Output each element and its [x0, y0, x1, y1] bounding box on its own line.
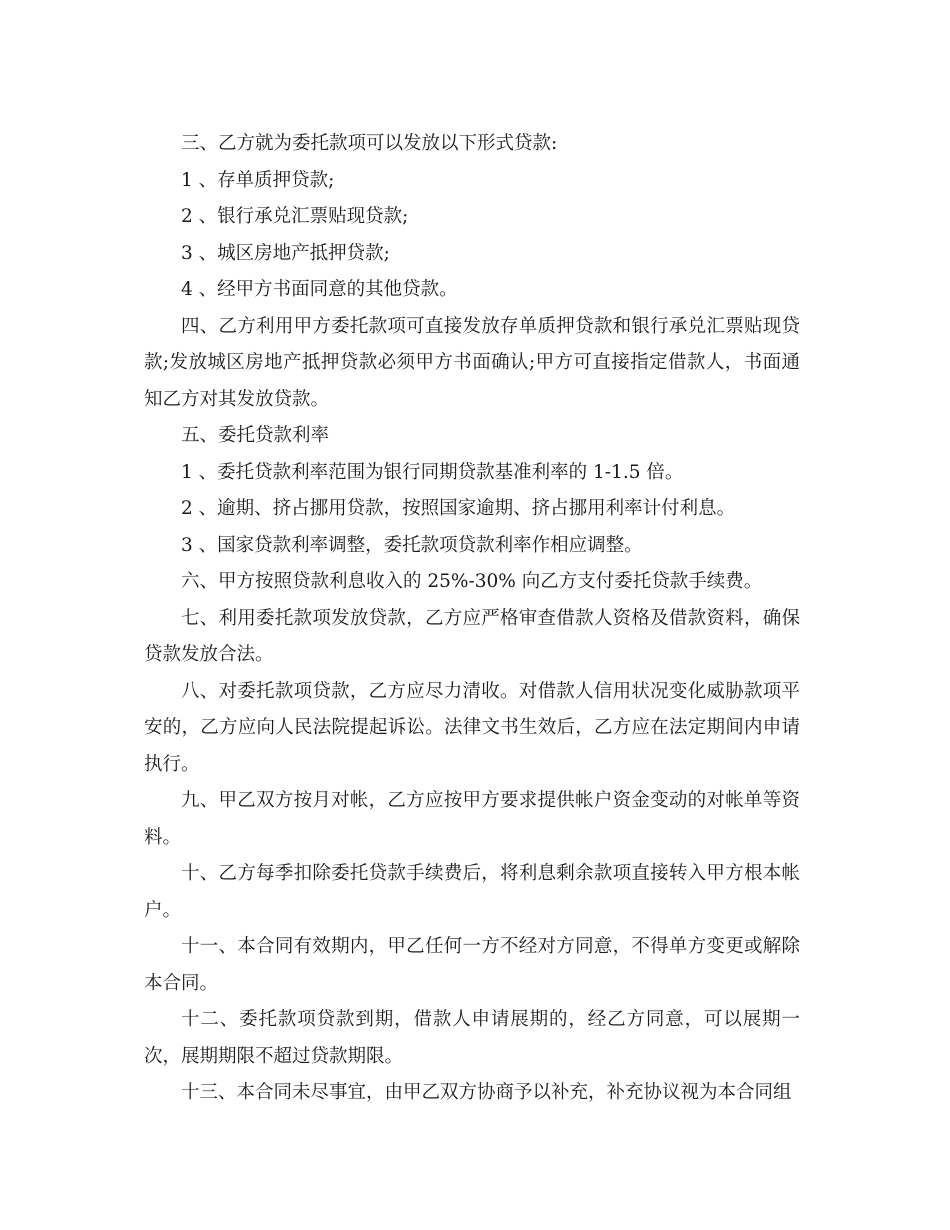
paragraph-clause-13: 十三、本合同未尽事宜，由甲乙双方协商予以补充，补充协议视为本合同组	[181, 1082, 792, 1103]
paragraph-clause-8: 八、对委托款项贷款，乙方应尽力清收。对借款人信用状况变化威胁款项平安的，乙方应向人民法院提起诉讼。法律文书生效后，乙方应在法定期间内申请执行。	[144, 680, 800, 775]
paragraph-clause-10: 十、乙方每季扣除委托贷款手续费后，将利息剩余款项直接转入甲方根本帐户。	[144, 863, 800, 921]
paragraph-clause-3: 三、乙方就为委托款项可以发放以下形式贷款:	[181, 133, 558, 154]
paragraph-clause-12: 十二、委托款项贷款到期，借款人申请展期的，经乙方同意，可以展期一次，展期期限不超过贷款期限。	[144, 1009, 800, 1067]
paragraph-clause-4: 四、乙方利用甲方委托款项可直接发放存单质押贷款和银行承兑汇票贴现贷款;发放城区房地产抵押贷款必须甲方书面确认;甲方可直接指定借款人，书面通知乙方对其发放贷款。	[144, 315, 800, 410]
paragraph-clause-5-item-2: 2 、逾期、挤占挪用贷款，按照国家逾期、挤占挪用利率计付利息。	[181, 498, 736, 519]
paragraph-clause-9: 九、甲乙双方按月对帐，乙方应按甲方要求提供帐户资金变动的对帐单等资料。	[144, 790, 800, 848]
paragraph-clause-3-item-4: 4 、经甲方书面同意的其他贷款。	[181, 279, 458, 300]
paragraph-clause-6: 六、甲方按照贷款利息收入的 25%-30% 向乙方支付委托贷款手续费。	[181, 571, 763, 592]
paragraph-clause-5: 五、委托贷款利率	[181, 425, 330, 446]
paragraph-clause-3-item-3: 3 、城区房地产抵押贷款;	[181, 242, 390, 264]
paragraph-clause-3-item-1: 1 、存单质押贷款;	[181, 169, 335, 191]
paragraph-clause-5-item-3: 3 、国家贷款利率调整，委托款项贷款利率作相应调整。	[181, 534, 643, 556]
paragraph-clause-11: 十一、本合同有效期内，甲乙任何一方不经对方同意，不得单方变更或解除本合同。	[144, 936, 800, 994]
document-page	[144, 126, 800, 1112]
paragraph-clause-3-item-2: 2 、银行承兑汇票贴现贷款;	[181, 206, 409, 227]
paragraph-clause-5-item-1: 1 、委托贷款利率范围为银行同期贷款基准利率的 1-1.5 倍。	[181, 461, 684, 483]
paragraph-clause-7: 七、利用委托款项发放贷款，乙方应严格审查借款人资格及借款资料，确保贷款发放合法。	[144, 607, 800, 665]
